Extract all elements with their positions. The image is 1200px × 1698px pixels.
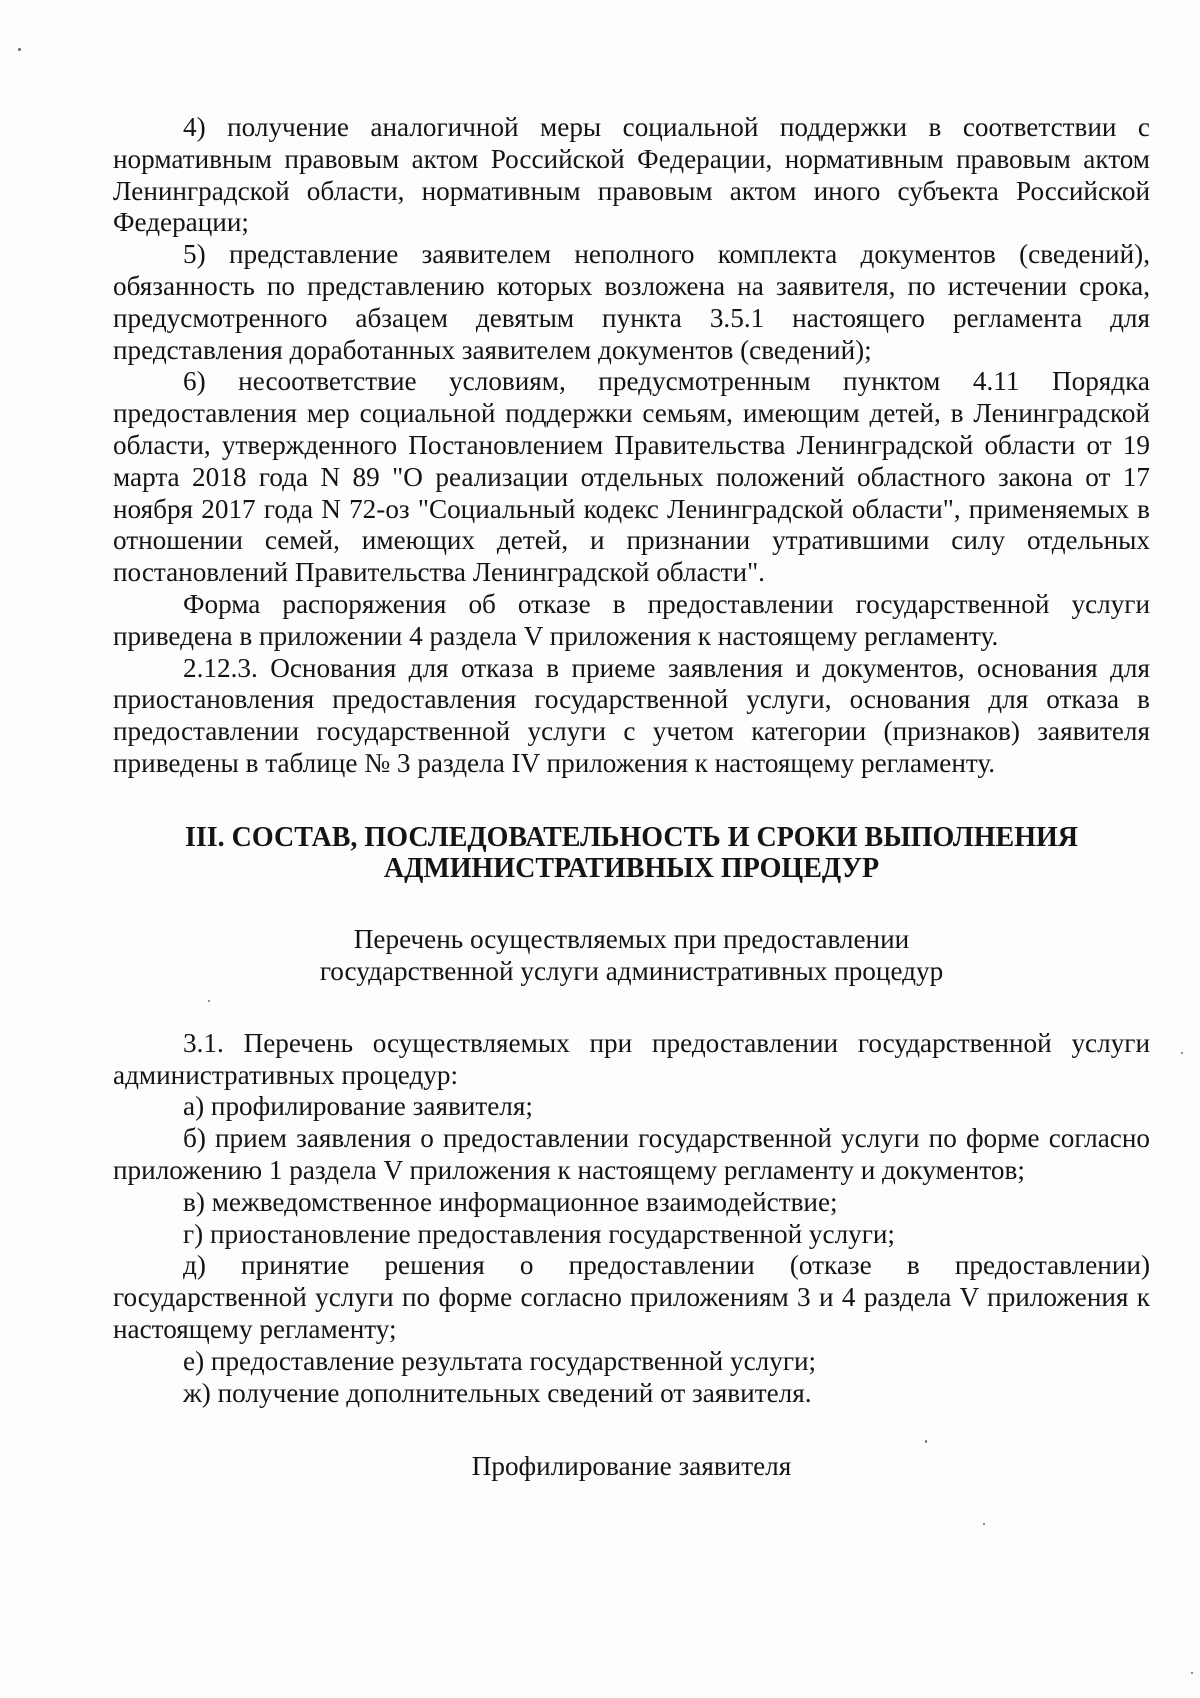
- scan-speck: [1181, 1052, 1183, 1054]
- bottom-heading: Профилирование заявителя: [471, 1451, 792, 1482]
- paragraph-item-6: 6) несоответствие условиям, предусмотренным пунктом 4.11 Порядка предоставления мер социальной поддержки семьям, имеющим детей, в Ленинградской области, утвержденного Постановлением Правительства Ленинградской области от 19 марта 2018 года N 89 "О реализации отдельных положений областного закона от 17 ноября 2017 года N 72-оз "Социальный кодекс Ленинградской области", применяемых в отношении семей, имеющих детей, и признании утратившими силу отдельных постановлений Правительства Ленинградской области".: [113, 366, 1150, 588]
- procedure-list: [113, 1028, 1150, 1410]
- section-title: [113, 822, 1150, 884]
- list-item-g: г) приостановление предоставления государственной услуги;: [183, 1218, 895, 1249]
- subheading: [113, 923, 1150, 987]
- list-item-v: в) межведомственное информационное взаимодействие;: [183, 1186, 838, 1217]
- scan-speck: [208, 1000, 210, 1002]
- section-title-line-2: АДМИНИСТРАТИВНЫХ ПРОЦЕДУР: [383, 852, 880, 884]
- paragraph-2-12-3: 2.12.3. Основания для отказа в приеме заявления и документов, основания для приостановления предоставления государственной услуги, основания для отказа в предоставлении государственной услуги с учетом категории (признаков) заявителя приведены в таблице № 3 раздела IV приложения к настоящему регламенту.: [113, 652, 1150, 778]
- paragraph-3-1: 3.1. Перечень осуществляемых при предоставлении государственной услуги административных процедур:: [113, 1027, 1150, 1090]
- scan-speck: [983, 1523, 985, 1525]
- list-item-e: е) предоставление результата государственной услуги;: [183, 1345, 817, 1376]
- list-item-a: а) профилирование заявителя;: [183, 1091, 533, 1122]
- scan-speck: [18, 48, 21, 51]
- subheading-line-2: государственной услуги административных процедур: [319, 955, 944, 986]
- section-title-line-1: III. СОСТАВ, ПОСЛЕДОВАТЕЛЬНОСТЬ И СРОКИ ВЫПОЛНЕНИЯ: [184, 821, 1078, 853]
- list-item-zh: ж) получение дополнительных сведений от заявителя.: [183, 1377, 812, 1408]
- scan-speck: [1191, 1672, 1193, 1674]
- subheading-line-1: Перечень осуществляемых при предоставлении: [353, 923, 910, 954]
- scan-speck: [925, 1440, 927, 1443]
- paragraph-refusal-form: Форма распоряжения об отказе в предоставлении государственной услуги приведена в приложении 4 раздела V приложения к настоящему регламенту.: [113, 588, 1150, 651]
- list-item-b: б) прием заявления о предоставлении государственной услуги по форме согласно приложению 1 раздела V приложения к настоящему регламенту и документов;: [113, 1123, 1150, 1185]
- paragraph-item-4: 4) получение аналогичной меры социальной поддержки в соответствии с нормативным правовым актом Российской Федерации, нормативным правовым актом Ленинградской области, нормативным правовым актом иного субъекта Российской Федерации;: [113, 112, 1150, 238]
- paragraph-item-5: 5) представление заявителем неполного комплекта документов (сведений), обязанность по представлению которых возложена на заявителя, по истечении срока, предусмотренного абзацем девятым пункта 3.5.1 настоящего регламента для представления доработанных заявителем документов (сведений);: [113, 239, 1150, 365]
- document-body: [113, 112, 1150, 1483]
- list-item-d: д) принятие решения о предоставлении (отказе в предоставлении) государственной услуги по форме согласно приложениям 3 и 4 раздела V приложения к настоящему регламенту;: [113, 1250, 1150, 1344]
